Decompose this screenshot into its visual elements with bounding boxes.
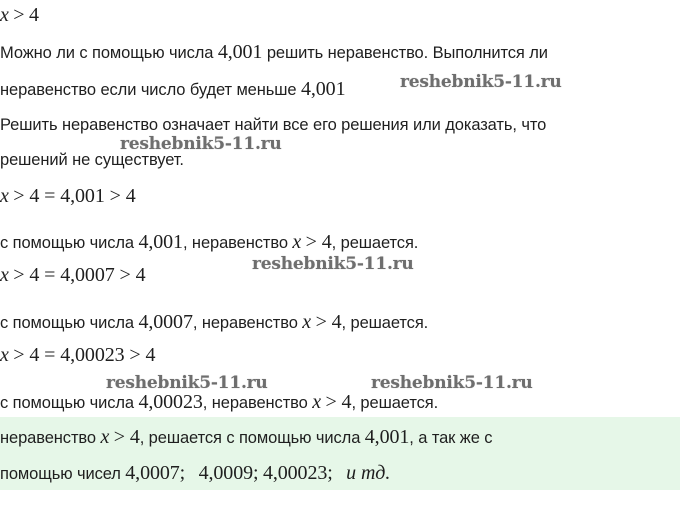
definition-line-1 [0,116,546,135]
text: Решить неравенство означает найти все его решения или доказать, что [0,116,547,134]
math-num: 4 [28,4,39,26]
math-expr: > 4 = 4,00023 > 4 [13,344,156,366]
text: , решается с помощью числа [139,429,361,447]
text: неравенство если число будет меньше [0,81,297,99]
text: решить неравенство. Выполнится ли [266,44,548,62]
math-text: и тд. [346,462,391,484]
text: неравенство [0,429,96,447]
math-num: 4,00023 [138,391,203,413]
text: помощью чисел [0,465,121,483]
math-var: x [292,231,302,253]
equation-line-2 [0,264,146,287]
conclusion-line-2 [0,462,390,485]
result-line-3 [0,391,438,414]
math-var: x [0,4,9,26]
equation-line-3 [0,344,155,367]
math-num: 4,001 [217,41,263,63]
text: с помощью числа [0,394,134,412]
watermark: reshebnik5-11.ru [371,373,533,393]
question-line-1 [0,41,548,64]
text: с помощью числа [0,234,134,252]
math-num: 4,0007; [125,462,186,484]
math-num: 4,00023; [262,462,333,484]
math-op: > [13,4,25,26]
text: , неравенство [202,394,308,412]
math-var: x [0,344,9,366]
inequality-line-1 [0,4,39,27]
math-expr: > 4 [113,426,140,448]
text: решений не существует. [0,151,184,169]
result-line-2 [0,311,428,334]
watermark: reshebnik5-11.ru [120,134,282,154]
text: , решается. [341,314,429,332]
math-var: x [312,391,321,413]
math-var: x [100,426,110,448]
question-line-2 [0,78,345,101]
math-num: 4,0009; [198,462,259,484]
math-var: x [0,185,9,207]
math-expr: > 4 [305,231,332,253]
text: Можно ли с помощью числа [0,44,214,62]
math-expr: > 4 = 4,0007 > 4 [13,264,146,286]
math-num: 4,001 [138,231,183,253]
math-var: x [302,311,312,333]
math-expr: > 4 = 4,001 > 4 [13,185,136,207]
text: , неравенство [182,234,288,252]
text: с помощью числа [0,314,134,332]
math-expr: > 4 [315,311,342,333]
math-num: 4,001 [364,426,410,448]
result-line-1 [0,231,418,254]
math-num: 4,001 [300,78,346,100]
math-num: 4,0007 [138,311,193,333]
math-expr: > 4 [325,391,352,413]
watermark: reshebnik5-11.ru [400,72,562,92]
watermark: reshebnik5-11.ru [252,254,414,274]
math-var: x [0,264,9,286]
text: , решается. [331,234,419,252]
text: , решается. [351,394,439,412]
text: , неравенство [192,314,298,332]
watermark: reshebnik5-11.ru [106,373,268,393]
conclusion-line-1 [0,426,492,449]
equation-line-1 [0,185,136,208]
text: , а так же с [409,429,493,447]
